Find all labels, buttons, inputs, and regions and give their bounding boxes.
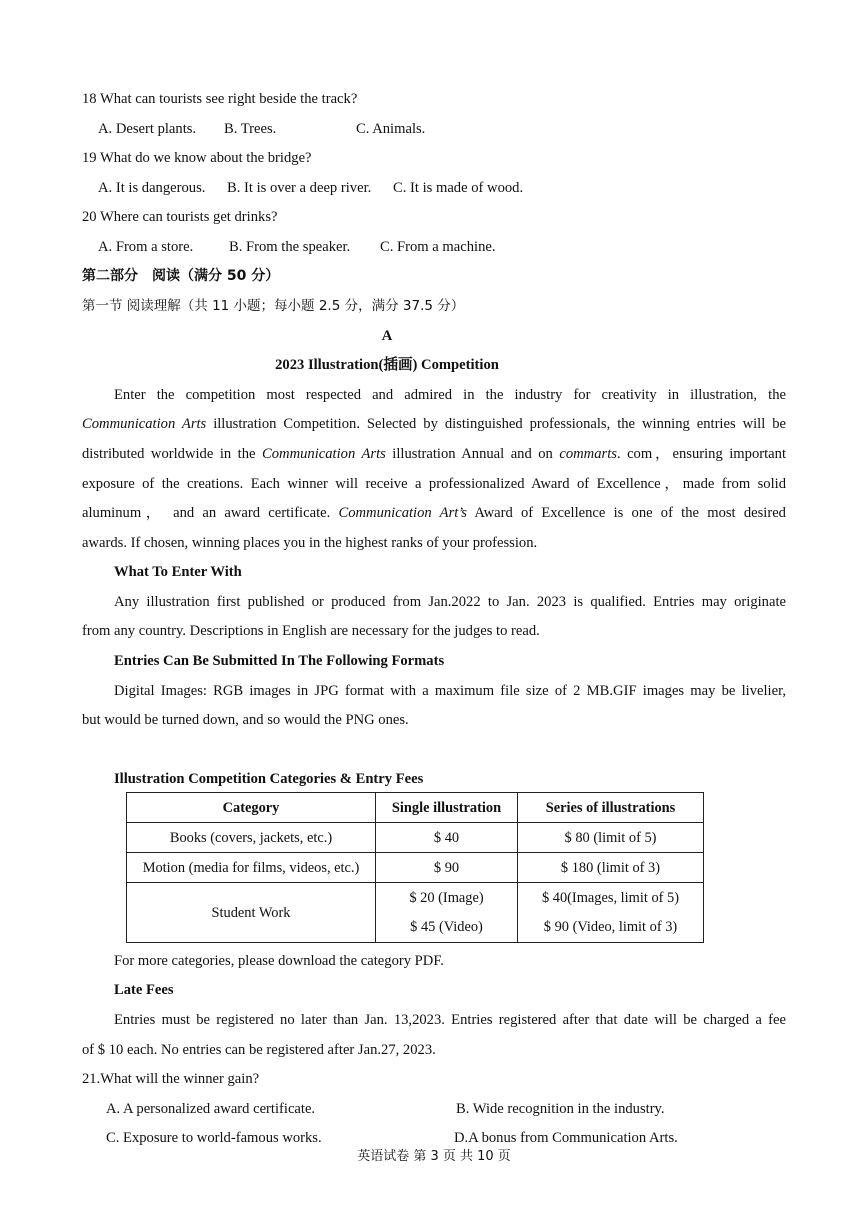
- row-student-series: [518, 883, 704, 943]
- row-student-category: Student Work: [127, 883, 376, 943]
- late-fees-line-1: Entries must be registered no later than Jan. 13,2023. Entries registered after that date will be charged a fee: [114, 1012, 786, 1028]
- q21-option-c: C. Exposure to world-famous works.: [106, 1130, 322, 1146]
- passage-letter: A: [381, 328, 393, 344]
- intro-line-5: aluminum， and an award certificate. Communication Art’s Award of Excellence is one of the most desired: [82, 505, 786, 521]
- table-row: [127, 823, 704, 853]
- row-motion-single: $ 90: [376, 853, 518, 883]
- more-categories-note: For more categories, please download the category PDF.: [114, 953, 444, 969]
- q19-option-c: C. It is made of wood.: [393, 180, 524, 196]
- what-to-enter-line-2: from any country. Descriptions in English are necessary for the judges to read.: [82, 623, 540, 639]
- part2-title: 第二部分 阅读（满分 50 分）: [82, 268, 280, 284]
- q19-option-b: B. It is over a deep river.: [227, 180, 372, 196]
- intro-line-1: Enter the competition most respected and admired in the industry for creativity in illustration, the: [114, 387, 786, 403]
- q20-option-c: C. From a machine.: [380, 239, 496, 255]
- row-student-single: [376, 883, 518, 943]
- table-caption: Illustration Competition Categories & Entry Fees: [114, 771, 424, 787]
- q21-option-a: A. A personalized award certificate.: [106, 1101, 316, 1117]
- q21-option-b: B. Wide recognition in the industry.: [456, 1101, 665, 1117]
- row-motion-category: Motion (media for films, videos, etc.): [127, 853, 376, 883]
- formats-heading: Entries Can Be Submitted In The Following Formats: [114, 653, 445, 669]
- student-single-video: $ 45 (Video): [410, 918, 483, 935]
- formats-line-1: Digital Images: RGB images in JPG format with a maximum file size of 2 MB.GIF images may be livelier,: [114, 683, 786, 699]
- late-fees-line-2: of $ 10 each. No entries can be registered after Jan.27, 2023.: [82, 1042, 436, 1058]
- q18-option-b: B. Trees.: [224, 121, 277, 137]
- q20-option-b: B. From the speaker.: [229, 239, 351, 255]
- table-header-row: [127, 793, 704, 823]
- q20-option-a: A. From a store.: [98, 239, 194, 255]
- q21-option-d: D.A bonus from Communication Arts.: [454, 1130, 678, 1146]
- what-to-enter-heading: What To Enter With: [114, 564, 242, 580]
- what-to-enter-line-1: Any illustration first published or produced from Jan.2022 to Jan. 2023 is qualified. Entries may originate: [114, 594, 786, 610]
- intro-line-6: awards. If chosen, winning places you in the highest ranks of your profession.: [82, 535, 538, 551]
- row-books-series: $ 80 (limit of 5): [518, 823, 704, 853]
- passage-title: 2023 Illustration(插画) Competition: [275, 357, 499, 373]
- question-21-stem: 21.What will the winner gain?: [82, 1071, 260, 1087]
- section1-title: 第一节 阅读理解（共 11 小题；每小题 2.5 分，满分 37.5 分）: [82, 298, 465, 314]
- student-series-video: $ 90 (Video, limit of 3): [543, 918, 678, 935]
- q18-option-c: C. Animals.: [356, 121, 426, 137]
- row-books-single: $ 40: [376, 823, 518, 853]
- fees-table: [126, 792, 704, 943]
- table-row: [127, 853, 704, 883]
- header-series: Series of illustrations: [518, 793, 704, 823]
- intro-line-3: distributed worldwide in the Communication Arts illustration Annual and on commarts. com，ensuring important: [82, 446, 786, 462]
- q18-option-a: A. Desert plants.: [98, 121, 197, 137]
- student-series-image: $ 40(Images, limit of 5): [541, 889, 680, 906]
- page-footer: 英语试卷 第 3 页 共 10 页: [357, 1149, 511, 1164]
- table-row: [127, 883, 704, 943]
- question-19-stem: 19 What do we know about the bridge?: [82, 150, 312, 166]
- formats-line-2: but would be turned down, and so would the PNG ones.: [82, 712, 409, 728]
- question-20-stem: 20 Where can tourists get drinks?: [82, 209, 278, 225]
- student-single-image: $ 20 (Image): [409, 889, 484, 906]
- late-fees-heading: Late Fees: [114, 982, 174, 998]
- row-motion-series: $ 180 (limit of 3): [518, 853, 704, 883]
- intro-line-4: exposure of the creations. Each winner will receive a professionalized Award of Excellence，made from solid: [82, 476, 786, 492]
- q19-option-a: A. It is dangerous.: [98, 180, 206, 196]
- header-single: Single illustration: [376, 793, 518, 823]
- header-category: Category: [127, 793, 376, 823]
- intro-line-2: Communication Arts illustration Competition. Selected by distinguished professionals, the winning entries will be: [82, 416, 787, 432]
- question-18-stem: 18 What can tourists see right beside the track?: [82, 91, 358, 107]
- row-books-category: Books (covers, jackets, etc.): [127, 823, 376, 853]
